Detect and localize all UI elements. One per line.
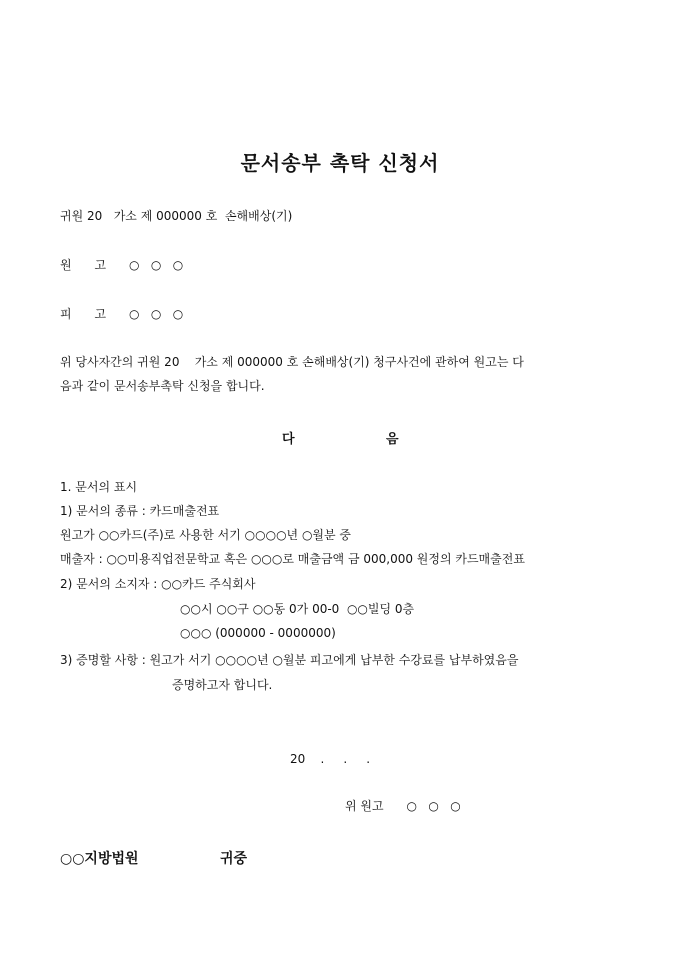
holder-registration: ○○○ (000000 - 0000000) (180, 626, 336, 640)
regards-text: 귀중 (220, 851, 248, 867)
item-seller-description: 매출자 : ○○미용직업전문학교 혹은 ○○○로 매출금액 금 000,000 원정의 카드매출전표 (60, 552, 525, 566)
item-document-display: 1. 문서의 표시 (60, 480, 138, 494)
date-line: 20 . . . (290, 752, 371, 766)
case-number-line: 귀원 20 가소 제 000000 호 손해배상(기) (60, 209, 293, 223)
section-heading-left: 다 (282, 432, 295, 447)
intro-paragraph-line-1: 위 당사자간의 귀원 20 가소 제 000000 호 손해배상(기) 청구사건에 관하여 원고는 다 (60, 355, 524, 369)
court-name: ○○지방법원 (60, 851, 139, 867)
item-proof-matter: 3) 증명할 사항 : 원고가 서기 ○○○○년 ○월분 피고에게 납부한 수강료를 납부하였음을 (60, 653, 519, 667)
item-usage-description: 원고가 ○○카드(주)로 사용한 서기 ○○○○년 ○월분 중 (60, 528, 352, 542)
signature-line: 위 원고 ○ ○ ○ (345, 799, 461, 813)
item-document-holder: 2) 문서의 소지자 : ○○카드 주식회사 (60, 577, 256, 591)
plaintiff-line: 원 고 ○ ○ ○ (60, 258, 184, 272)
section-heading-right: 음 (386, 432, 399, 447)
item-document-type: 1) 문서의 종류 : 카드매출전표 (60, 504, 220, 518)
defendant-line: 피 고 ○ ○ ○ (60, 307, 184, 321)
item-proof-matter-continued: 증명하고자 합니다. (172, 678, 273, 692)
holder-address: ○○시 ○○구 ○○동 0가 00-0 ○○빌딩 0층 (180, 602, 415, 616)
intro-paragraph-line-2: 음과 같이 문서송부촉탁 신청을 합니다. (60, 379, 265, 393)
document-title: 문서송부 촉탁 신청서 (240, 151, 440, 175)
